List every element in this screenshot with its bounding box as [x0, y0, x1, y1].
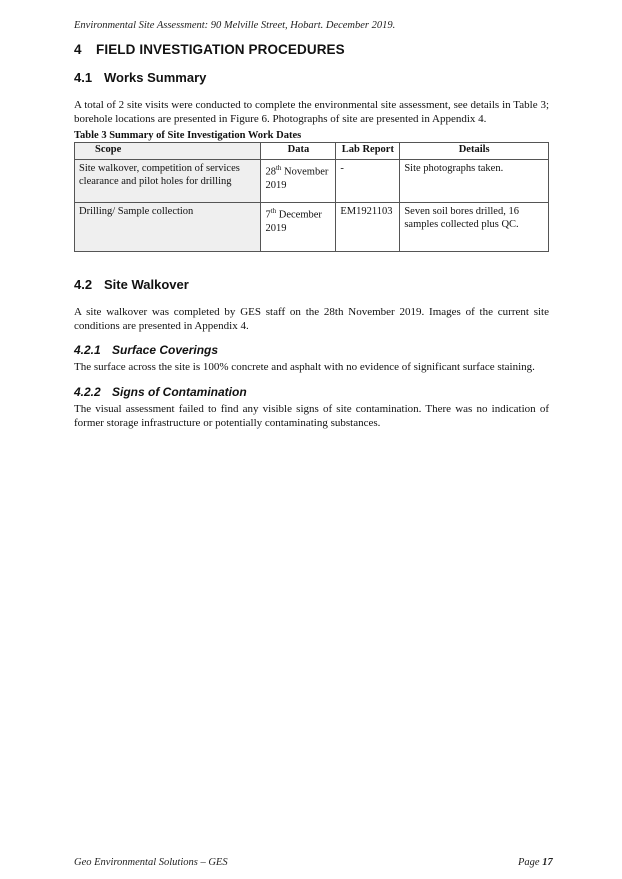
table-row [75, 203, 549, 252]
site-walkover-heading [74, 277, 189, 292]
column-header-details: Details [400, 143, 549, 160]
works-summary-paragraph: A total of 2 site visits were conducted to complete the environmental site assessment, see details in Table 3; borehole locations are presented in Figure 6. Photographs of site are presented in Appendix 4. [74, 99, 549, 125]
works-summary-number: 4.1 [74, 70, 93, 85]
contamination-paragraph: The visual assessment failed to find any visible signs of site contamination. There was no indication of former storage infrastructure or potentially contaminating substances. [74, 403, 549, 429]
cell-scope: Site walkover, competition of services clearance and pilot holes for drilling [75, 160, 261, 203]
contamination-number: 4.2.2 [74, 385, 101, 399]
surface-coverings-title: Surface Coverings [112, 343, 219, 357]
works-summary-heading [74, 70, 206, 85]
cell-details: Site photographs taken. [400, 160, 549, 203]
section-title: FIELD INVESTIGATION PROCEDURES [96, 42, 345, 57]
surface-coverings-number: 4.2.1 [74, 343, 101, 357]
footer-page-number: Page 17 [518, 857, 553, 868]
cell-lab-report: - [336, 160, 400, 203]
cell-scope: Drilling/ Sample collection [75, 203, 261, 252]
surface-coverings-paragraph: The surface across the site is 100% concrete and asphalt with no evidence of significant surface staining. [74, 361, 535, 373]
site-walkover-title: Site Walkover [104, 277, 189, 292]
cell-lab-report: EM1921103 [336, 203, 400, 252]
site-walkover-number: 4.2 [74, 277, 93, 292]
contamination-title: Signs of Contamination [112, 385, 247, 399]
section-heading [74, 42, 345, 57]
footer-organisation: Geo Environmental Solutions – GES [74, 857, 228, 868]
table-row [75, 160, 549, 203]
cell-date: 7th December 2019 [261, 203, 336, 252]
site-walkover-paragraph: A site walkover was completed by GES staff on the 28th November 2019. Images of the current site conditions are presented in Appendix 4. [74, 306, 549, 332]
work-dates-table [74, 142, 549, 252]
works-summary-title: Works Summary [104, 70, 207, 85]
table-caption: Table 3 Summary of Site Investigation Work Dates [74, 130, 302, 141]
column-header-scope: Scope [75, 143, 261, 160]
section-number: 4 [74, 42, 82, 57]
contamination-heading [74, 385, 247, 399]
column-header-data: Data [261, 143, 336, 160]
cell-date: 28th November 2019 [261, 160, 336, 203]
cell-details: Seven soil bores drilled, 16 samples collected plus QC. [400, 203, 549, 252]
table-header-row [75, 143, 549, 160]
column-header-lab-report: Lab Report [336, 143, 400, 160]
surface-coverings-heading [74, 343, 218, 357]
running-header: Environmental Site Assessment: 90 Melville Street, Hobart. December 2019. [74, 20, 396, 31]
